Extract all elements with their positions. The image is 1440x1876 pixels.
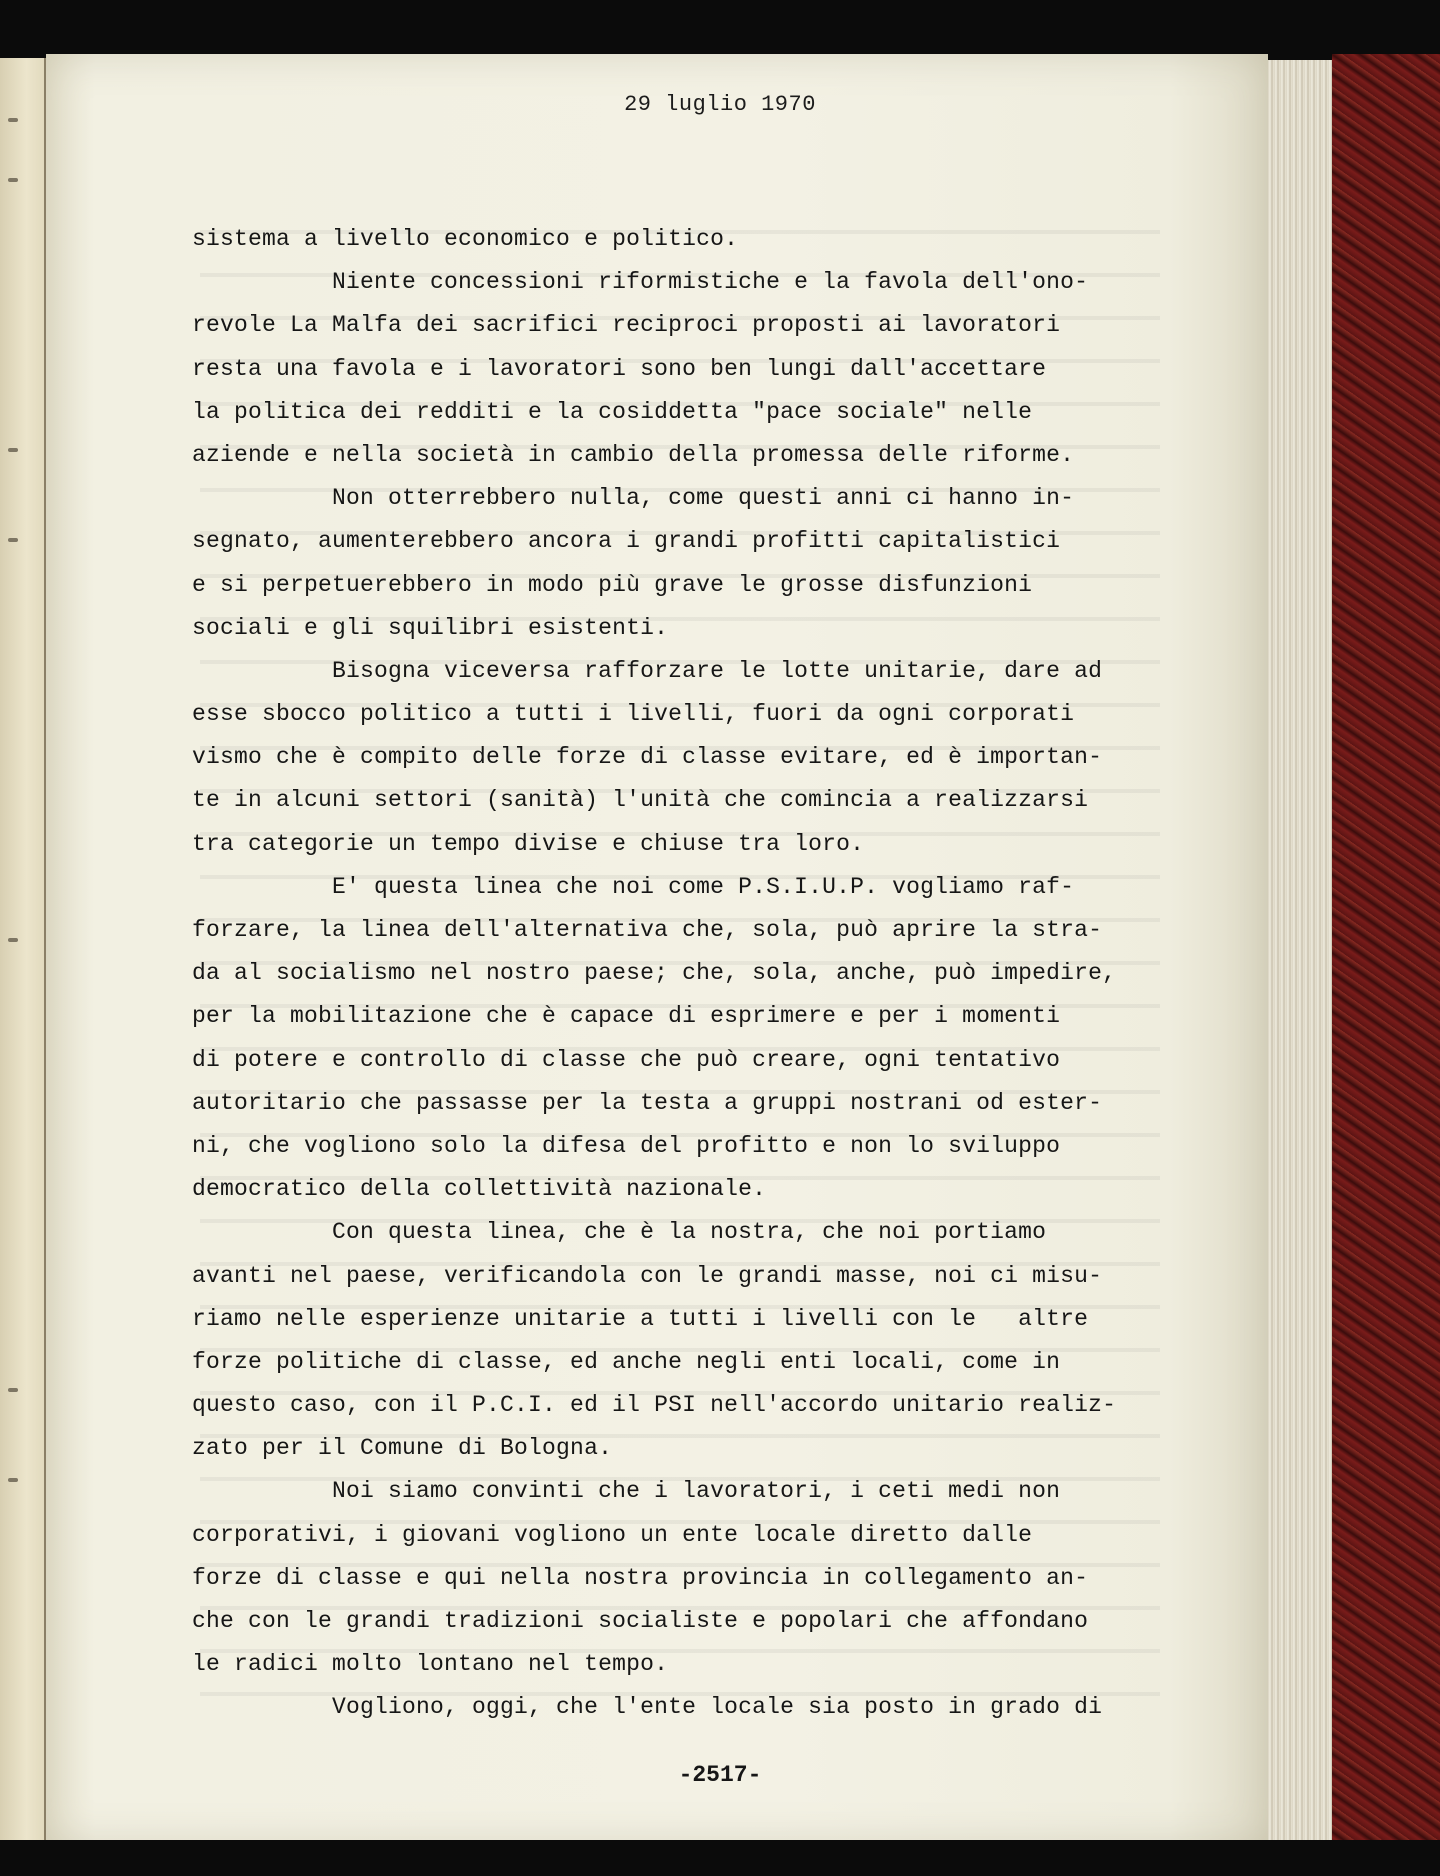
facing-page-edge (0, 58, 46, 1840)
text-line: revole La Malfa dei sacrifici reciproci proposti ai lavoratori (192, 312, 1061, 339)
text-line: Vogliono, oggi, che l'ente locale sia posto in grado di (192, 1694, 1103, 1721)
text-line: te in alcuni settori (sanità) l'unità che comincia a realizzarsi (192, 787, 1089, 814)
text-line: Con questa linea, che è la nostra, che noi portiamo (192, 1219, 1047, 1246)
text-line: vismo che è compito delle forze di classe evitare, ed è importan- (192, 744, 1103, 771)
text-line: che con le grandi tradizioni socialiste e popolari che affondano (192, 1608, 1089, 1634)
text-line: segnato, aumenterebbero ancora i grandi profitti capitalistici (192, 528, 1061, 555)
text-line: le radici molto lontano nel tempo. (192, 1651, 669, 1678)
text-line: resta una favola e i lavoratori sono ben lungi dall'accettare (192, 355, 1047, 382)
page-stack-edges (1268, 60, 1332, 1840)
scan-background (0, 1840, 1440, 1876)
text-line: E' questa linea che noi come P.S.I.U.P. vogliamo raf- (192, 873, 1075, 900)
text-line: sistema a livello economico e politico. (192, 226, 739, 252)
text-line: Bisogna viceversa rafforzare le lotte unitarie, dare ad (192, 657, 1103, 684)
book-cover-edge (1332, 54, 1440, 1844)
text-line: sociali e gli squilibri esistenti. (192, 614, 669, 641)
text-line: forzare, la linea dell'alternativa che, sola, può aprire la stra- (192, 917, 1103, 943)
text-line: questo caso, con il P.C.I. ed il PSI nell'accordo unitario realiz- (192, 1392, 1117, 1419)
binding-mark (8, 448, 18, 452)
text-line: da al socialismo nel nostro paese; che, sola, anche, può impedire, (192, 960, 1117, 987)
binding-mark (8, 178, 18, 182)
binding-mark (8, 118, 18, 122)
text-line: la politica dei redditi e la cosiddetta "pace sociale" nelle (192, 398, 1033, 425)
text-line: forze di classe e qui nella nostra provincia in collegamento an- (192, 1564, 1089, 1591)
body-text (192, 218, 1202, 1730)
text-line: Non otterrebbero nulla, come questi anni ci hanno in- (192, 485, 1075, 512)
text-line: riamo nelle esperienze unitarie a tutti i livelli con le altre (192, 1305, 1089, 1332)
binding-mark (8, 938, 18, 942)
text-line: democratico della collettività nazionale. (192, 1176, 767, 1203)
binding-mark (8, 1478, 18, 1482)
text-line: aziende e nella società in cambio della promessa delle riforme. (192, 441, 1075, 468)
text-line: zato per il Comune di Bologna. (192, 1435, 613, 1462)
page-number: -2517- (678, 1762, 762, 1788)
text-line: corporativi, i giovani vogliono un ente locale diretto dalle (192, 1521, 1033, 1548)
text-line: e si perpetuerebbero in modo più grave le grosse disfunzioni (192, 571, 1033, 598)
text-line: tra categorie un tempo divise e chiuse tra loro. (192, 830, 865, 857)
text-line: forze politiche di classe, ed anche negli enti locali, come in (192, 1348, 1061, 1375)
text-line: avanti nel paese, verificandola con le grandi masse, noi ci misu- (192, 1262, 1103, 1289)
text-line: per la mobilitazione che è capace di esprimere e per i momenti (192, 1003, 1061, 1030)
text-line: autoritario che passasse per la testa a gruppi nostrani od ester- (192, 1089, 1103, 1116)
text-line: di potere e controllo di classe che può creare, ogni tentativo (192, 1046, 1061, 1073)
binding-mark (8, 538, 18, 542)
text-line: ni, che vogliono solo la difesa del profitto e non lo sviluppo (192, 1132, 1061, 1159)
page-header-date: 29 luglio 1970 (624, 92, 816, 117)
text-line: esse sbocco politico a tutti i livelli, fuori da ogni corporati (192, 701, 1075, 728)
text-line: Noi siamo convinti che i lavoratori, i ceti medi non (192, 1478, 1061, 1505)
text-line: Niente concessioni riformistiche e la favola dell'ono- (192, 269, 1089, 296)
binding-mark (8, 1388, 18, 1392)
